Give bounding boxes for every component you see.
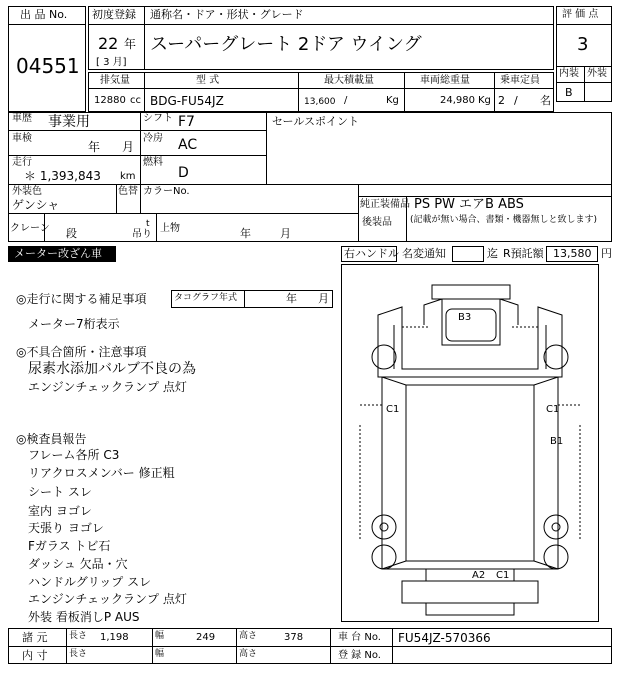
displacement-value: 12880 — [94, 95, 126, 106]
inspector-item: ハンドルグリップ スレ — [28, 575, 152, 589]
lot-label: 出 品 No. — [20, 8, 68, 21]
driving-title: ◎走行に関する補足事項 — [16, 292, 147, 306]
year-unit: 年 — [124, 37, 137, 51]
title-change-box — [452, 246, 484, 262]
body-year: 年 — [240, 227, 251, 240]
mileage-unit: km — [120, 171, 136, 182]
max-load-value: 13,600 — [304, 97, 336, 107]
capacity-slash: / — [514, 94, 518, 107]
model-code: BDG-FU54JZ — [150, 94, 224, 108]
capacity-label: 乗車定員 — [500, 75, 540, 86]
crane-label: クレーン — [10, 223, 50, 234]
inspector-item: Fガラス トビ石 — [28, 539, 111, 553]
inner-width-label: 幅 — [155, 649, 165, 659]
shift-label: シフト — [143, 113, 173, 124]
interior-label: 内装 — [559, 68, 579, 79]
capacity-unit: 名 — [540, 94, 551, 107]
title-change-label: 名変通知 — [402, 247, 446, 260]
height-label: 高さ — [239, 631, 258, 641]
damage-label: A2 — [472, 570, 486, 581]
rhd-label: 右ハンドル — [344, 247, 399, 260]
damage-label: C1 — [496, 570, 510, 581]
model-name: スーパーグレート 2ドア ウイング — [150, 34, 422, 55]
defect-item: エンジンチェックランプ 点灯 — [28, 380, 187, 394]
inspector-item: 外装 看板消しP AUS — [28, 610, 140, 624]
inspector-item: エンジンチェックランプ 点灯 — [28, 592, 187, 606]
ext-color-label: 外装色 — [12, 186, 42, 197]
tachograph-year: 年 — [286, 292, 297, 305]
recycle-amount: 13,580 — [553, 247, 592, 260]
damage-label: B3 — [458, 312, 472, 323]
max-load-label: 最大積載量 — [324, 75, 374, 86]
registration-label: 登 録 No. — [338, 650, 381, 661]
inner-length-label: 長さ — [69, 649, 88, 659]
inner-dims-label: 内 寸 — [22, 649, 48, 662]
length-value: 1,198 — [100, 632, 129, 643]
color-no-label: カラーNo. — [143, 186, 190, 197]
mileage-label: 走行 — [12, 157, 32, 168]
ac-value: AC — [178, 137, 198, 153]
width-label: 幅 — [155, 631, 165, 641]
recycle-label: R預託額 — [503, 247, 544, 260]
inspection-month: 月 — [122, 140, 135, 154]
inspector-item: 室内 ヨゴレ — [28, 504, 92, 518]
gross-weight-unit: Kg — [478, 95, 491, 106]
gross-weight-label: 車両総重量 — [420, 75, 470, 86]
history-value: 事業用 — [48, 114, 90, 130]
equipment-value: PS PW エアB ABS — [414, 197, 524, 212]
aftermarket-label: 後装品 — [362, 217, 392, 228]
shift-value: F7 — [178, 114, 195, 130]
height-value: 378 — [284, 632, 304, 643]
body-label: 上物 — [160, 223, 180, 234]
first-reg-label: 初度登録 — [92, 8, 136, 21]
aftermarket-note: (記載が無い場合、書類・機器無しと致します) — [410, 215, 598, 225]
sales-point-label: セールスポイント — [272, 115, 360, 128]
max-load-slash: / — [344, 95, 348, 106]
history-label: 車歴 — [12, 113, 32, 124]
fuel-value: D — [178, 165, 189, 181]
inspector-item: 天張り ヨゴレ — [28, 521, 104, 535]
damage-label: B1 — [550, 436, 564, 447]
until-label: 迄 — [487, 247, 498, 260]
crane-step: 段 — [66, 227, 77, 240]
damage-label: C1 — [386, 404, 400, 415]
driving-item: メーター7桁表示 — [28, 317, 120, 331]
inspector-item: ダッシュ 欠品・穴 — [28, 557, 128, 571]
tachograph-month: 月 — [318, 292, 329, 305]
capacity-value: 2 — [498, 94, 505, 107]
tampered-meter-text: メーター改ざん車 — [14, 247, 102, 260]
damage-diagram — [341, 264, 599, 622]
exterior-label: 外装 — [587, 68, 607, 79]
model-code-label: 型 式 — [196, 75, 220, 86]
inspector-item: リアクロスメンバー 修正粗 — [28, 466, 175, 480]
year-value: 22 — [98, 34, 119, 53]
body-month: 月 — [280, 227, 291, 240]
length-label: 長さ — [69, 631, 88, 641]
inner-height-label: 高さ — [239, 649, 258, 659]
damage-label: C1 — [546, 404, 560, 415]
tachograph-label: タコグラフ年式 — [174, 293, 238, 303]
defect-item: 尿素水添加バルブ不良の為 — [28, 361, 196, 377]
interior-grade: B — [565, 86, 573, 99]
displacement-unit: cc — [130, 95, 141, 106]
defect-title: ◎不具合箇所・注意事項 — [16, 345, 147, 359]
crane-lift: 吊り — [132, 229, 152, 240]
score-label: 評 価 点 — [562, 9, 599, 20]
inspector-title: ◎検査員報告 — [16, 432, 87, 446]
displacement-label: 排気量 — [100, 75, 130, 86]
max-load-unit: Kg — [386, 95, 399, 106]
ext-color-value: ゲンシャ — [12, 198, 60, 212]
lot-number: 04551 — [16, 54, 80, 78]
score-value: 3 — [577, 34, 589, 55]
gross-weight-value: 24,980 — [440, 95, 475, 106]
inspection-label: 車検 — [12, 133, 32, 144]
color-change-label: 色替 — [118, 186, 138, 197]
model-name-label: 通称名・ドア・形状・グレード — [150, 8, 304, 21]
chassis-label: 車 台 No. — [338, 632, 381, 643]
inspector-item: フレーム各所 C3 — [28, 448, 120, 462]
inspector-item: シート スレ — [28, 485, 92, 499]
crane-t: t — [146, 219, 150, 229]
inspection-year: 年 — [88, 140, 101, 154]
chassis-value: FU54JZ-570366 — [398, 631, 491, 645]
fuel-label: 燃料 — [143, 157, 163, 168]
recycle-unit: 円 — [601, 247, 612, 260]
dims-label: 諸 元 — [22, 631, 48, 644]
width-value: 249 — [196, 632, 216, 643]
month-value: [ 3 月] — [96, 57, 127, 68]
ac-label: 冷房 — [143, 133, 163, 144]
mileage-value: ＊ 1,393,843 — [24, 169, 101, 183]
equipment-label: 純正装備品 — [360, 199, 410, 210]
